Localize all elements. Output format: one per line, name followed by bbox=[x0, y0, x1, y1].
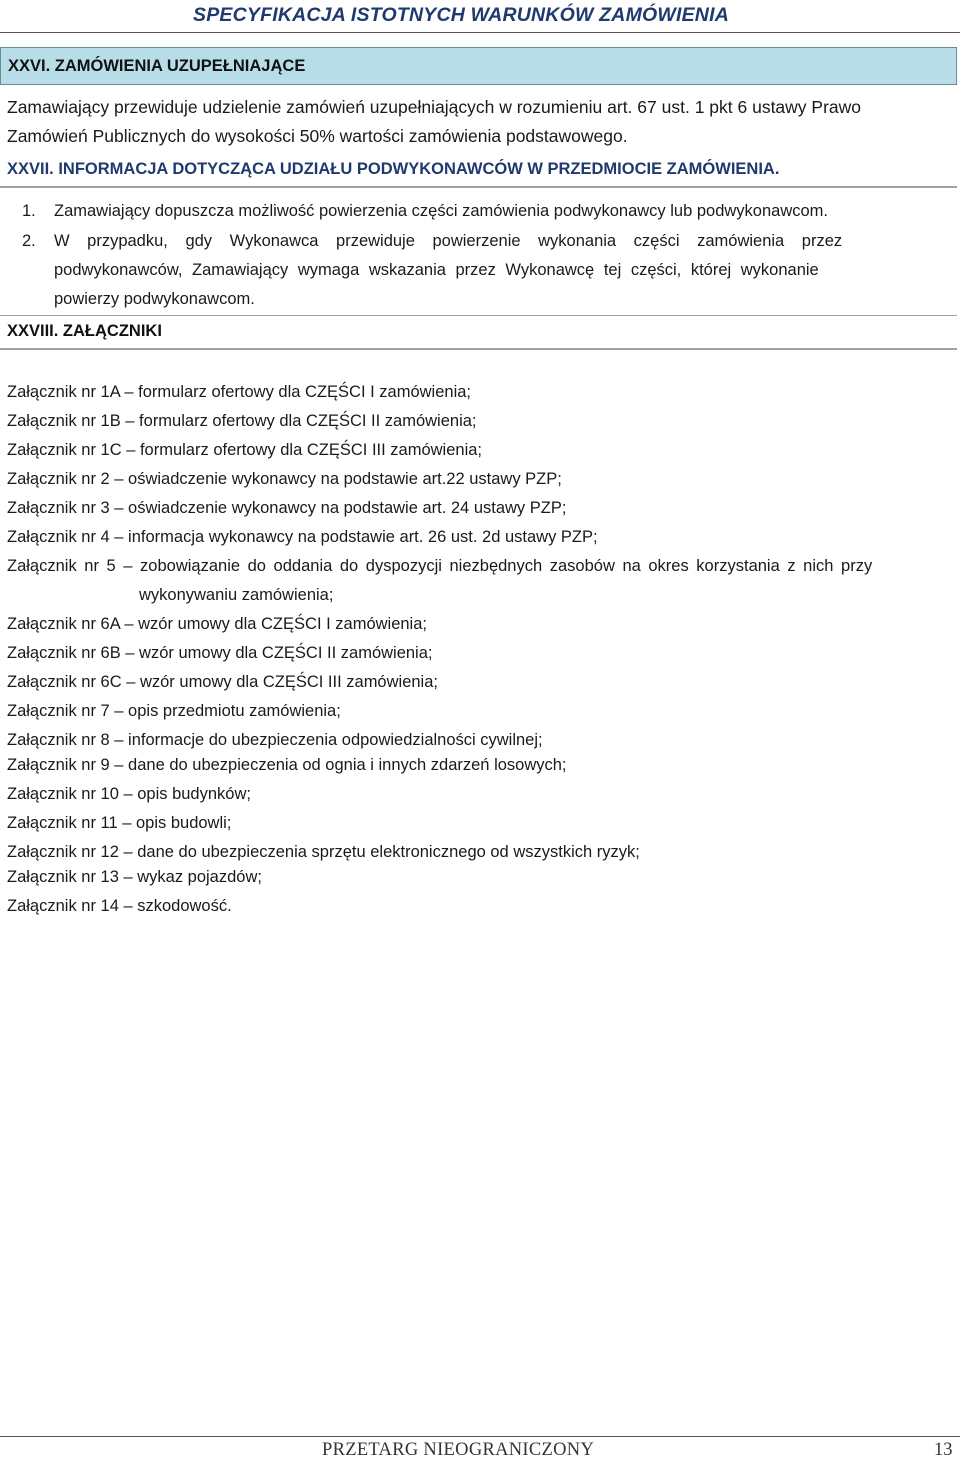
attachment-12: Załącznik nr 12 – dane do ubezpieczenia sprzętu elektronicznego od wszystkich ryzyk; bbox=[7, 843, 640, 861]
section-xxviii-heading: XXVIII. ZAŁĄCZNIKI bbox=[7, 322, 162, 340]
attachment-1b: Załącznik nr 1B – formularz ofertowy dla CZĘŚCI II zamówienia; bbox=[7, 412, 477, 430]
section-xxvii-item2-line2: podwykonawców, Zamawiający wymaga wskazania przez Wykonawcę tej części, której wykonanie bbox=[54, 261, 819, 279]
section-xxvii-item2-line3: powierzy podwykonawcom. bbox=[54, 290, 255, 308]
attachment-6a: Załącznik nr 6A – wzór umowy dla CZĘŚCI I zamówienia; bbox=[7, 615, 427, 633]
section-xxvi-paragraph-line1 bbox=[7, 93, 954, 122]
attachment-2: Załącznik nr 2 – oświadczenie wykonawcy na podstawie art.22 ustawy PZP; bbox=[7, 470, 562, 488]
section-xxvii-heading: XXVII. INFORMACJA DOTYCZĄCA UDZIAŁU PODWYKONAWCÓW W PRZEDMIOCIE ZAMÓWIENIA. bbox=[7, 160, 780, 178]
attachment-10: Załącznik nr 10 – opis budynków; bbox=[7, 785, 251, 803]
attachment-5-continuation: wykonywaniu zamówienia; bbox=[139, 586, 334, 604]
attachment-4: Załącznik nr 4 – informacja wykonawcy na podstawie art. 26 ust. 2d ustawy PZP; bbox=[7, 528, 598, 546]
attachment-6c: Załącznik nr 6C – wzór umowy dla CZĘŚCI III zamówienia; bbox=[7, 673, 438, 691]
attachment-8: Załącznik nr 8 – informacje do ubezpieczenia odpowiedzialności cywilnej; bbox=[7, 731, 543, 749]
attachment-7: Załącznik nr 7 – opis przedmiotu zamówienia; bbox=[7, 702, 341, 720]
section-xxvi-heading: XXVI. ZAMÓWIENIA UZUPEŁNIAJĄCE bbox=[8, 57, 306, 75]
section-xxvi-band bbox=[0, 47, 957, 85]
section-xxvii-item1-text: Zamawiający dopuszcza możliwość powierzenia części zamówienia podwykonawcy lub podwykonawcom. bbox=[54, 202, 829, 220]
section-xxviii-top-divider bbox=[0, 315, 957, 316]
attachment-1c: Załącznik nr 1C – formularz ofertowy dla CZĘŚCI III zamówienia; bbox=[7, 441, 482, 459]
footer-label: PRZETARG NIEOGRANICZONY bbox=[322, 1440, 595, 1460]
attachment-9: Załącznik nr 9 – dane do ubezpieczenia od ognia i innych zdarzeń losowych; bbox=[7, 756, 567, 774]
document-header-title: SPECYFIKACJA ISTOTNYCH WARUNKÓW ZAMÓWIENIA bbox=[193, 4, 729, 26]
header-divider bbox=[0, 32, 960, 33]
attachment-1a: Załącznik nr 1A – formularz ofertowy dla CZĘŚCI I zamówienia; bbox=[7, 383, 472, 401]
section-xxviii-divider bbox=[0, 348, 957, 350]
page-number: 13 bbox=[934, 1440, 953, 1460]
section-xxvii-divider bbox=[0, 186, 957, 188]
attachment-14: Załącznik nr 14 – szkodowość. bbox=[7, 897, 232, 915]
section-xxvi-paragraph-line2: Zamówień Publicznych do wysokości 50% wartości zamówienia podstawowego. bbox=[7, 126, 628, 146]
attachment-13: Załącznik nr 13 – wykaz pojazdów; bbox=[7, 868, 262, 886]
attachment-3: Załącznik nr 3 – oświadczenie wykonawcy na podstawie art. 24 ustawy PZP; bbox=[7, 499, 567, 517]
attachment-11: Załącznik nr 11 – opis budowli; bbox=[7, 814, 232, 832]
attachment-6b: Załącznik nr 6B – wzór umowy dla CZĘŚCI II zamówienia; bbox=[7, 644, 433, 662]
section-xxvi-line1-text: Zamawiający przewiduje udzielenie zamówień uzupełniających w rozumieniu art. 67 ust. 1 pkt 6 ustawy Prawo bbox=[7, 97, 862, 117]
footer-divider bbox=[0, 1436, 960, 1437]
section-xxvii-item1-number: 1. bbox=[22, 202, 36, 220]
attachment-5: Załącznik nr 5 – zobowiązanie do oddania do dyspozycji niezbędnych zasobów na okres korzystania z nich przy bbox=[7, 557, 873, 575]
section-xxvii-item2-line1: W przypadku, gdy Wykonawca przewiduje powierzenie wykonania części zamówienia przez bbox=[54, 232, 843, 250]
section-xxvii-item2-number: 2. bbox=[22, 232, 36, 250]
